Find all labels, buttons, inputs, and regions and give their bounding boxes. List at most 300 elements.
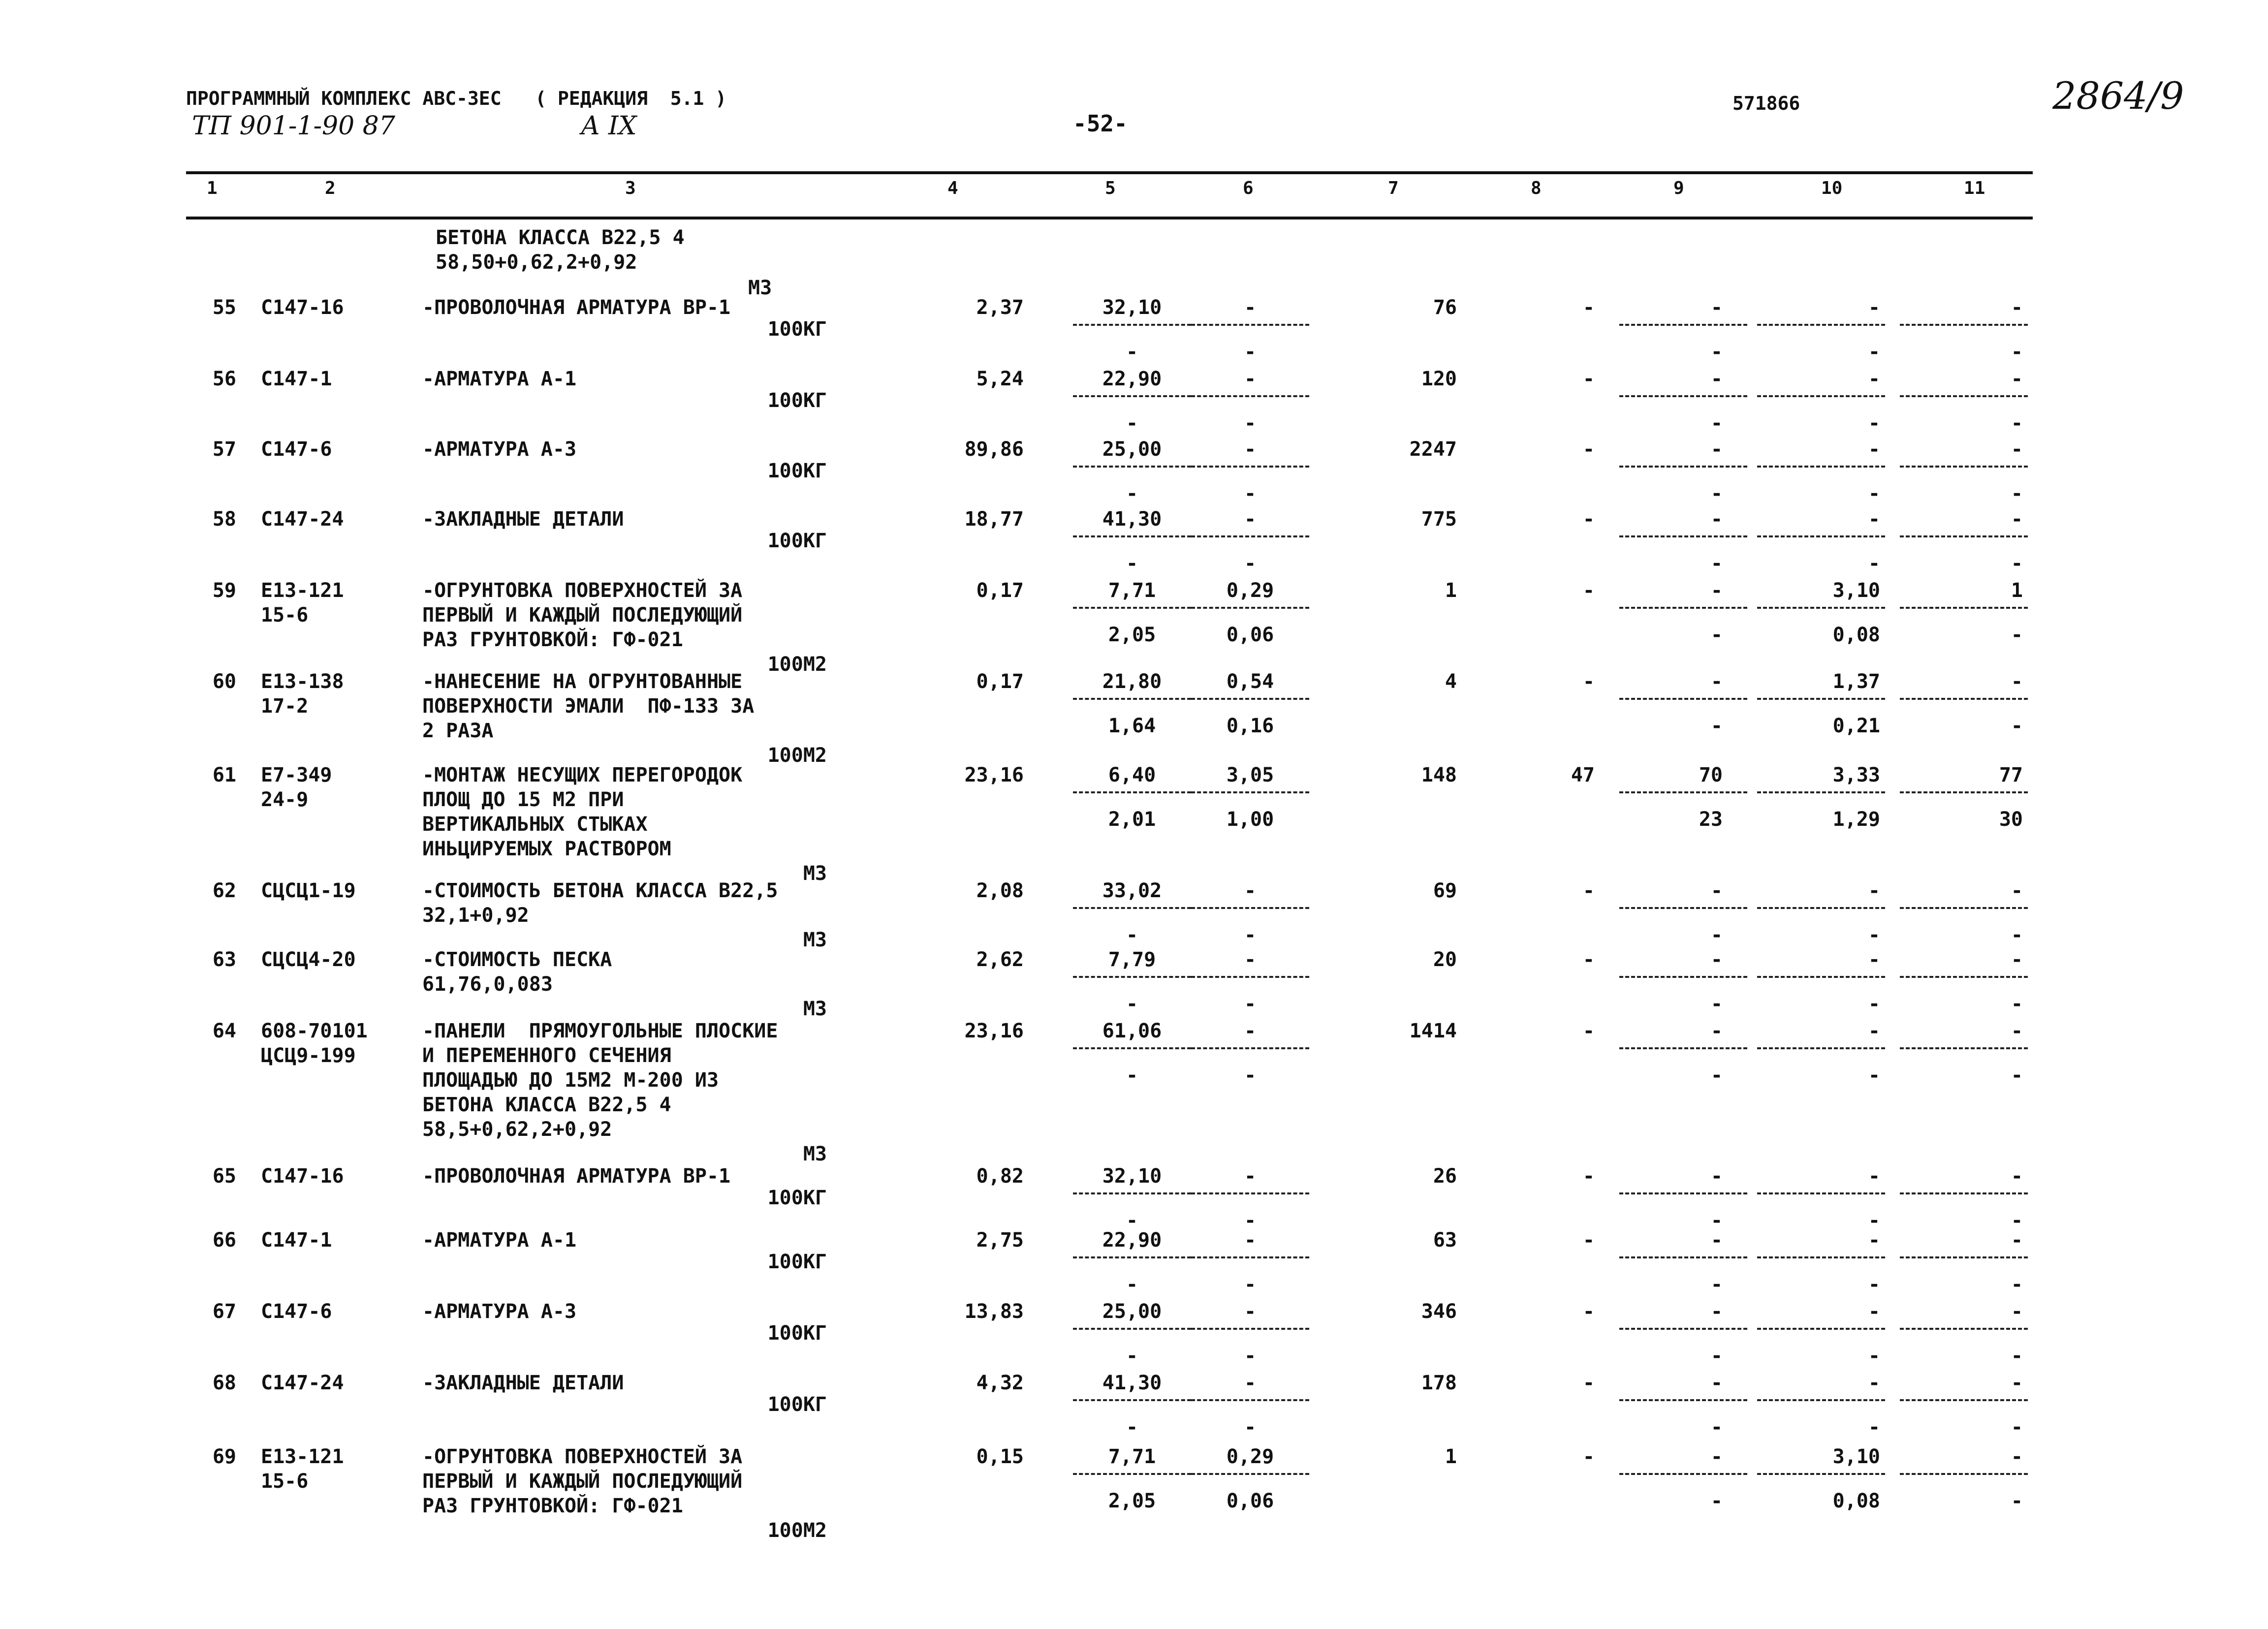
total-machine-wages: - bbox=[1710, 412, 1723, 435]
continuation-unit: М3 bbox=[748, 277, 772, 299]
project-number: ТП 901-1-90 87 bbox=[192, 111, 395, 141]
value-separator bbox=[1900, 395, 2028, 397]
row-number: 59 bbox=[212, 579, 236, 602]
machine-cost: - bbox=[1244, 1020, 1257, 1042]
quantity: 2,08 bbox=[976, 879, 1024, 902]
labor-total-b: - bbox=[2011, 412, 2023, 435]
total-machine-cost: - bbox=[1710, 670, 1723, 693]
value-separator bbox=[1073, 395, 1191, 397]
document-code: 571866 bbox=[1732, 93, 1800, 114]
total-cost: 1 bbox=[1445, 1445, 1457, 1468]
total-machine-cost: - bbox=[1710, 368, 1723, 390]
labor-total: - bbox=[2011, 879, 2023, 902]
labor-cost: - bbox=[1868, 1020, 1880, 1042]
total-cost: 1 bbox=[1445, 579, 1457, 602]
labor-cost-b: - bbox=[1868, 993, 1880, 1015]
labor-cost: - bbox=[1868, 1372, 1880, 1394]
labor-total-b: - bbox=[2011, 1273, 2023, 1296]
value-separator bbox=[1900, 1328, 2028, 1330]
item-description: РАЗ ГРУНТОВКОЙ: ГФ-021 bbox=[422, 1495, 683, 1517]
value-separator bbox=[1191, 1047, 1309, 1049]
value-separator bbox=[1900, 1473, 2028, 1475]
item-description: -МОНТАЖ НЕСУЩИХ ПЕРЕГОРОДОК bbox=[422, 764, 743, 786]
quantity: 0,82 bbox=[976, 1165, 1024, 1188]
quantity: 18,77 bbox=[964, 508, 1024, 531]
total-cost: 775 bbox=[1421, 508, 1457, 531]
labor-total: - bbox=[2011, 1229, 2023, 1252]
total-wages: - bbox=[1582, 879, 1595, 902]
value-separator bbox=[1900, 535, 2028, 537]
column-number: 3 bbox=[625, 178, 636, 198]
row-number: 64 bbox=[212, 1020, 236, 1042]
total-wages: - bbox=[1582, 1165, 1595, 1188]
value-separator bbox=[1191, 907, 1309, 909]
total-cost: 178 bbox=[1421, 1372, 1457, 1394]
total-machine-wages: - bbox=[1710, 624, 1723, 646]
total-wages: - bbox=[1582, 368, 1595, 390]
labor-cost-b: - bbox=[1868, 1345, 1880, 1367]
total-cost: 63 bbox=[1433, 1229, 1457, 1252]
total-wages: - bbox=[1582, 1020, 1595, 1042]
machine-cost: - bbox=[1244, 508, 1257, 531]
labor-cost: - bbox=[1868, 368, 1880, 390]
total-machine-wages: - bbox=[1710, 482, 1723, 505]
value-separator bbox=[1073, 607, 1191, 609]
value-separator bbox=[1073, 1192, 1191, 1194]
total-machine-cost: - bbox=[1710, 1020, 1723, 1042]
unit-cost: 41,30 bbox=[1102, 508, 1162, 531]
unit-cost-wages: - bbox=[1126, 1416, 1138, 1439]
labor-total: - bbox=[2011, 438, 2023, 461]
total-cost: 148 bbox=[1421, 764, 1457, 786]
row-number: 68 bbox=[212, 1372, 236, 1394]
resource-code: С147-6 bbox=[261, 1300, 332, 1323]
unit: 100КГ bbox=[767, 1393, 827, 1416]
labor-cost: - bbox=[1868, 438, 1880, 461]
labor-cost: - bbox=[1868, 508, 1880, 531]
item-description: ПОВЕРХНОСТИ ЭМАЛИ ПФ-133 ЗА bbox=[422, 695, 755, 718]
resource-code: С147-1 bbox=[261, 1229, 332, 1252]
value-separator bbox=[1191, 607, 1309, 609]
item-description: ПЛОЩАДЬЮ ДО 15М2 М-200 ИЗ bbox=[422, 1069, 719, 1092]
resource-code: Е13-138 bbox=[261, 670, 344, 693]
unit-cost-wages: 2,05 bbox=[1108, 624, 1156, 646]
labor-total-b: - bbox=[2011, 1064, 2023, 1087]
machine-cost: - bbox=[1244, 879, 1257, 902]
value-separator bbox=[1619, 1328, 1747, 1330]
labor-cost-b: - bbox=[1868, 552, 1880, 575]
value-separator bbox=[1757, 1047, 1885, 1049]
labor-total-b: - bbox=[2011, 715, 2023, 737]
machine-cost: - bbox=[1244, 368, 1257, 390]
unit: М3 bbox=[803, 929, 827, 951]
value-separator bbox=[1757, 1473, 1885, 1475]
value-separator bbox=[1619, 607, 1747, 609]
value-separator bbox=[1900, 1399, 2028, 1401]
total-cost: 346 bbox=[1421, 1300, 1457, 1323]
labor-cost-b: - bbox=[1868, 1064, 1880, 1087]
labor-total: - bbox=[2011, 1445, 2023, 1468]
quantity: 5,24 bbox=[976, 368, 1024, 390]
row-number: 55 bbox=[212, 296, 236, 319]
value-separator bbox=[1191, 791, 1309, 793]
quantity: 0,17 bbox=[976, 579, 1024, 602]
item-description: -ЗАКЛАДНЫЕ ДЕТАЛИ bbox=[422, 1372, 624, 1394]
labor-total-b: - bbox=[2011, 1345, 2023, 1367]
unit-cost: 33,02 bbox=[1102, 879, 1162, 902]
total-cost: 120 bbox=[1421, 368, 1457, 390]
labor-total-b: - bbox=[2011, 1416, 2023, 1439]
labor-total: - bbox=[2011, 1300, 2023, 1323]
album-number: А IX bbox=[581, 111, 637, 141]
item-description: -ОГРУНТОВКА ПОВЕРХНОСТЕЙ ЗА bbox=[422, 579, 743, 602]
value-separator bbox=[1191, 466, 1309, 468]
column-number: 10 bbox=[1821, 178, 1843, 198]
item-description: ВЕРТИКАЛЬНЫХ СТЫКАХ bbox=[422, 813, 648, 836]
resource-code: С147-16 bbox=[261, 296, 344, 319]
value-separator bbox=[1900, 466, 2028, 468]
unit-cost-wages: - bbox=[1126, 924, 1138, 946]
resource-code: С147-16 bbox=[261, 1165, 344, 1188]
value-separator bbox=[1619, 1473, 1747, 1475]
labor-cost-b: 0,08 bbox=[1832, 1490, 1880, 1512]
unit-cost: 25,00 bbox=[1102, 1300, 1162, 1323]
quantity: 2,75 bbox=[976, 1229, 1024, 1252]
machine-cost: 3,05 bbox=[1226, 764, 1274, 786]
machine-cost-wages: 0,16 bbox=[1226, 715, 1274, 737]
resource-code: 15-6 bbox=[261, 604, 309, 627]
value-separator bbox=[1191, 395, 1309, 397]
value-separator bbox=[1073, 466, 1191, 468]
resource-code: 24-9 bbox=[261, 788, 309, 811]
value-separator bbox=[1619, 907, 1747, 909]
total-cost: 4 bbox=[1445, 670, 1457, 693]
unit-cost: 32,10 bbox=[1102, 296, 1162, 319]
unit: 100КГ bbox=[767, 1251, 827, 1273]
labor-cost: - bbox=[1868, 1300, 1880, 1323]
total-machine-wages: - bbox=[1710, 715, 1723, 737]
total-wages: - bbox=[1582, 579, 1595, 602]
value-separator bbox=[1073, 791, 1191, 793]
row-number: 62 bbox=[212, 879, 236, 902]
archive-stamp: 2864/9 bbox=[2052, 74, 2184, 118]
value-separator bbox=[1073, 1328, 1191, 1330]
machine-cost: - bbox=[1244, 1300, 1257, 1323]
resource-code: СЦСЦ1-19 bbox=[261, 879, 356, 902]
value-separator bbox=[1900, 1256, 2028, 1258]
labor-total-b: - bbox=[2011, 552, 2023, 575]
value-separator bbox=[1757, 1256, 1885, 1258]
unit-cost: 7,79 bbox=[1108, 948, 1156, 971]
machine-cost-wages: - bbox=[1244, 1209, 1257, 1232]
machine-cost-wages: - bbox=[1244, 341, 1257, 363]
machine-cost: - bbox=[1244, 1229, 1257, 1252]
unit: М3 bbox=[803, 998, 827, 1020]
item-description: -АРМАТУРА А-1 bbox=[422, 1229, 577, 1252]
labor-cost-b: - bbox=[1868, 412, 1880, 435]
value-separator bbox=[1900, 698, 2028, 700]
value-separator bbox=[1619, 395, 1747, 397]
total-machine-cost: - bbox=[1710, 879, 1723, 902]
labor-total-b: - bbox=[2011, 1490, 2023, 1512]
item-description: ПЕРВЫЙ И КАЖДЫЙ ПОСЛЕДУЮЩИЙ bbox=[422, 604, 743, 627]
item-description: ПЕРВЫЙ И КАЖДЫЙ ПОСЛЕДУЮЩИЙ bbox=[422, 1470, 743, 1493]
value-separator bbox=[1619, 1047, 1747, 1049]
quantity: 2,37 bbox=[976, 296, 1024, 319]
machine-cost: 0,29 bbox=[1226, 579, 1274, 602]
labor-total: 1 bbox=[2011, 579, 2023, 602]
total-machine-wages: - bbox=[1710, 1064, 1723, 1087]
value-separator bbox=[1191, 535, 1309, 537]
labor-total: - bbox=[2011, 1372, 2023, 1394]
machine-cost-wages: - bbox=[1244, 482, 1257, 505]
machine-cost-wages: - bbox=[1244, 924, 1257, 946]
item-description: ИНЬЦИРУЕМЫХ РАСТВОРОМ bbox=[422, 838, 671, 860]
unit-cost-wages: - bbox=[1126, 412, 1138, 435]
labor-cost-b: - bbox=[1868, 1273, 1880, 1296]
labor-total: 77 bbox=[1999, 764, 2023, 786]
labor-total-b: - bbox=[2011, 341, 2023, 363]
labor-cost-b: 0,21 bbox=[1832, 715, 1880, 737]
labor-cost-b: - bbox=[1868, 482, 1880, 505]
value-separator bbox=[1191, 1473, 1309, 1475]
value-separator bbox=[1900, 791, 2028, 793]
machine-cost-wages: 0,06 bbox=[1226, 1490, 1274, 1512]
quantity: 0,15 bbox=[976, 1445, 1024, 1468]
unit: 100КГ bbox=[767, 1187, 827, 1209]
item-description: -ПАНЕЛИ ПРЯМОУГОЛЬНЫЕ ПЛОСКИЕ bbox=[422, 1020, 778, 1042]
total-machine-cost: - bbox=[1710, 579, 1723, 602]
machine-cost-wages: - bbox=[1244, 1064, 1257, 1087]
unit-cost-wages: 1,64 bbox=[1108, 715, 1156, 737]
resource-code: С147-24 bbox=[261, 508, 344, 531]
unit-cost: 32,10 bbox=[1102, 1165, 1162, 1188]
row-number: 60 bbox=[212, 670, 236, 693]
total-machine-wages: 23 bbox=[1699, 808, 1723, 831]
machine-cost: 0,29 bbox=[1226, 1445, 1274, 1468]
machine-cost-wages: - bbox=[1244, 1345, 1257, 1367]
unit-cost-wages: - bbox=[1126, 1345, 1138, 1367]
value-separator bbox=[1757, 976, 1885, 978]
item-description: -АРМАТУРА А-3 bbox=[422, 1300, 577, 1323]
labor-cost-b: - bbox=[1868, 341, 1880, 363]
total-wages: 47 bbox=[1571, 764, 1595, 786]
item-description: -ПРОВОЛОЧНАЯ АРМАТУРА ВР-1 bbox=[422, 1165, 731, 1188]
resource-code: С147-6 bbox=[261, 438, 332, 461]
unit-cost-wages: - bbox=[1126, 482, 1138, 505]
item-description: -ПРОВОЛОЧНАЯ АРМАТУРА ВР-1 bbox=[422, 296, 731, 319]
labor-cost: - bbox=[1868, 1229, 1880, 1252]
labor-total-b: - bbox=[2011, 1209, 2023, 1232]
value-separator bbox=[1073, 698, 1191, 700]
item-description: 58,5+0,62,2+0,92 bbox=[422, 1118, 612, 1141]
resource-code: ЦСЦ9-199 bbox=[261, 1044, 356, 1067]
machine-cost-wages: 1,00 bbox=[1226, 808, 1274, 831]
value-separator bbox=[1073, 976, 1191, 978]
unit: 100КГ bbox=[767, 389, 827, 412]
total-machine-wages: - bbox=[1710, 993, 1723, 1015]
unit-cost: 41,30 bbox=[1102, 1372, 1162, 1394]
column-number: 1 bbox=[207, 178, 218, 198]
unit-cost-wages: - bbox=[1126, 1273, 1138, 1296]
value-separator bbox=[1757, 324, 1885, 326]
unit: М3 bbox=[803, 1143, 827, 1165]
total-machine-wages: - bbox=[1710, 1416, 1723, 1439]
row-number: 67 bbox=[212, 1300, 236, 1323]
labor-cost-b: - bbox=[1868, 1209, 1880, 1232]
machine-cost-wages: - bbox=[1244, 412, 1257, 435]
unit-cost: 22,90 bbox=[1102, 368, 1162, 390]
row-number: 63 bbox=[212, 948, 236, 971]
total-machine-cost: - bbox=[1710, 948, 1723, 971]
value-separator bbox=[1073, 1047, 1191, 1049]
resource-code: СЦСЦ4-20 bbox=[261, 948, 356, 971]
item-description: 2 РАЗА bbox=[422, 720, 494, 742]
value-separator bbox=[1073, 1399, 1191, 1401]
continuation-line-2: 58,50+0,62,2+0,92 bbox=[436, 251, 637, 274]
item-description: -СТОИМОСТЬ ПЕСКА bbox=[422, 948, 612, 971]
unit: 100КГ bbox=[767, 460, 827, 482]
column-number: 2 bbox=[325, 178, 336, 198]
labor-cost-b: - bbox=[1868, 924, 1880, 946]
column-number: 6 bbox=[1243, 178, 1254, 198]
total-machine-cost: - bbox=[1710, 1300, 1723, 1323]
item-description: -НАНЕСЕНИЕ НА ОГРУНТОВАННЫЕ bbox=[422, 670, 743, 693]
labor-cost-b: - bbox=[1868, 1416, 1880, 1439]
total-wages: - bbox=[1582, 296, 1595, 319]
resource-code: С147-1 bbox=[261, 368, 332, 390]
value-separator bbox=[1900, 607, 2028, 609]
quantity: 0,17 bbox=[976, 670, 1024, 693]
labor-total: - bbox=[2011, 296, 2023, 319]
column-number: 11 bbox=[1964, 178, 1985, 198]
labor-cost-b: 0,08 bbox=[1832, 624, 1880, 646]
labor-total-b: - bbox=[2011, 624, 2023, 646]
labor-total: - bbox=[2011, 1020, 2023, 1042]
value-separator bbox=[1900, 324, 2028, 326]
unit-cost: 7,71 bbox=[1108, 579, 1156, 602]
total-wages: - bbox=[1582, 1300, 1595, 1323]
labor-cost: - bbox=[1868, 1165, 1880, 1188]
item-description: -ОГРУНТОВКА ПОВЕРХНОСТЕЙ ЗА bbox=[422, 1445, 743, 1468]
labor-cost-b: 1,29 bbox=[1832, 808, 1880, 831]
value-separator bbox=[1900, 976, 2028, 978]
resource-code: С147-24 bbox=[261, 1372, 344, 1394]
value-separator bbox=[1757, 1192, 1885, 1194]
total-wages: - bbox=[1582, 438, 1595, 461]
quantity: 23,16 bbox=[964, 764, 1024, 786]
item-description: ПЛОЩ ДО 15 М2 ПРИ bbox=[422, 788, 624, 811]
machine-cost-wages: 0,06 bbox=[1226, 624, 1274, 646]
unit-cost-wages: - bbox=[1126, 341, 1138, 363]
total-machine-cost: - bbox=[1710, 1229, 1723, 1252]
total-machine-wages: - bbox=[1710, 1273, 1723, 1296]
labor-cost: 3,10 bbox=[1832, 1445, 1880, 1468]
quantity: 4,32 bbox=[976, 1372, 1024, 1394]
row-number: 57 bbox=[212, 438, 236, 461]
unit-cost: 21,80 bbox=[1102, 670, 1162, 693]
total-wages: - bbox=[1582, 670, 1595, 693]
value-separator bbox=[1757, 698, 1885, 700]
total-wages: - bbox=[1582, 948, 1595, 971]
quantity: 2,62 bbox=[976, 948, 1024, 971]
total-machine-wages: - bbox=[1710, 552, 1723, 575]
total-cost: 2247 bbox=[1409, 438, 1457, 461]
item-description: 32,1+0,92 bbox=[422, 904, 529, 927]
value-separator bbox=[1619, 791, 1747, 793]
labor-total-b: - bbox=[2011, 924, 2023, 946]
unit-cost-wages: - bbox=[1126, 1064, 1138, 1087]
value-separator bbox=[1757, 466, 1885, 468]
resource-code: Е7-349 bbox=[261, 764, 332, 786]
labor-cost: - bbox=[1868, 879, 1880, 902]
total-cost: 26 bbox=[1433, 1165, 1457, 1188]
value-separator bbox=[1757, 607, 1885, 609]
column-number: 9 bbox=[1673, 178, 1684, 198]
unit-cost: 6,40 bbox=[1108, 764, 1156, 786]
total-machine-wages: - bbox=[1710, 341, 1723, 363]
value-separator bbox=[1619, 466, 1747, 468]
value-separator bbox=[1191, 1399, 1309, 1401]
total-machine-wages: - bbox=[1710, 924, 1723, 946]
total-machine-cost: - bbox=[1710, 438, 1723, 461]
quantity: 13,83 bbox=[964, 1300, 1024, 1323]
value-separator bbox=[1619, 1399, 1747, 1401]
labor-total: - bbox=[2011, 508, 2023, 531]
value-separator bbox=[1073, 535, 1191, 537]
item-description: РАЗ ГРУНТОВКОЙ: ГФ-021 bbox=[422, 628, 683, 651]
machine-cost: - bbox=[1244, 948, 1257, 971]
total-wages: - bbox=[1582, 1229, 1595, 1252]
machine-cost: - bbox=[1244, 296, 1257, 319]
value-separator bbox=[1073, 1256, 1191, 1258]
unit: 100КГ bbox=[767, 318, 827, 341]
value-separator bbox=[1073, 907, 1191, 909]
machine-cost-wages: - bbox=[1244, 552, 1257, 575]
unit-cost: 61,06 bbox=[1102, 1020, 1162, 1042]
resource-code: Е13-121 bbox=[261, 579, 344, 602]
value-separator bbox=[1191, 1256, 1309, 1258]
value-separator bbox=[1619, 1192, 1747, 1194]
total-cost: 69 bbox=[1433, 879, 1457, 902]
item-description: БЕТОНА КЛАССА В22,5 4 bbox=[422, 1094, 671, 1116]
column-number: 5 bbox=[1105, 178, 1116, 198]
total-cost: 20 bbox=[1433, 948, 1457, 971]
value-separator bbox=[1900, 907, 2028, 909]
value-separator bbox=[1191, 1192, 1309, 1194]
total-machine-cost: - bbox=[1710, 296, 1723, 319]
total-machine-wages: - bbox=[1710, 1345, 1723, 1367]
machine-cost-wages: - bbox=[1244, 1273, 1257, 1296]
resource-code: 17-2 bbox=[261, 695, 309, 718]
total-cost: 1414 bbox=[1409, 1020, 1457, 1042]
machine-cost: 0,54 bbox=[1226, 670, 1274, 693]
unit-cost: 25,00 bbox=[1102, 438, 1162, 461]
resource-code: 608-70101 bbox=[261, 1020, 368, 1042]
row-number: 61 bbox=[212, 764, 236, 786]
labor-total-b: - bbox=[2011, 993, 2023, 1015]
labor-cost: 3,10 bbox=[1832, 579, 1880, 602]
value-separator bbox=[1900, 1047, 2028, 1049]
value-separator bbox=[1191, 698, 1309, 700]
item-description: -СТОИМОСТЬ БЕТОНА КЛАССА В22,5 bbox=[422, 879, 778, 902]
machine-cost: - bbox=[1244, 1372, 1257, 1394]
machine-cost-wages: - bbox=[1244, 1416, 1257, 1439]
labor-total: - bbox=[2011, 948, 2023, 971]
unit-cost-wages: - bbox=[1126, 993, 1138, 1015]
machine-cost: - bbox=[1244, 438, 1257, 461]
unit: 100М2 bbox=[767, 744, 827, 767]
